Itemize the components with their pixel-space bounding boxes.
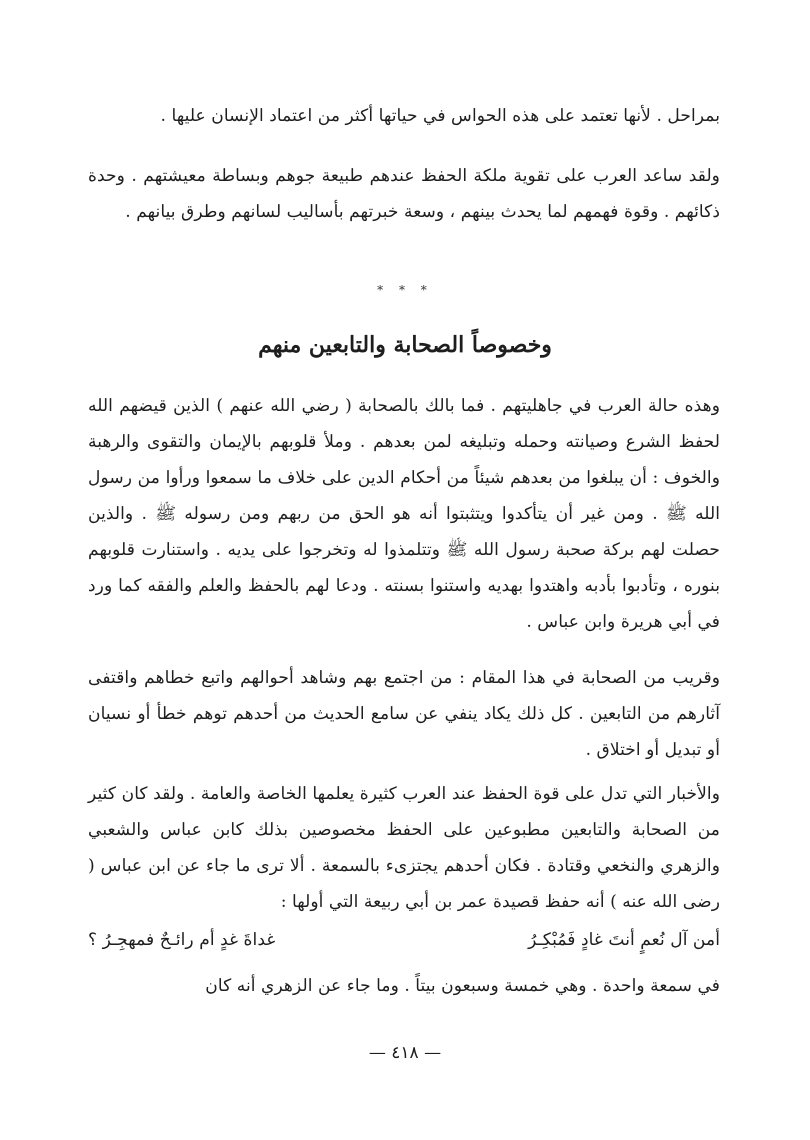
- poem-first-hemistich: أمن آل نُعمٍ أنتَ غادٍ فَمُبْكِـرُ: [528, 930, 720, 950]
- paragraph-companions: وهذه حالة العرب في جاهليتهم . فما بالك بالصحابة ( رضي الله عنهم ) الذين قيضهم الله لحفظ الشرع وصيانته وحمله وتبليغه لمن بعدهم . وملأ قلوبهم بالإيمان والتقوى والرهبة والخوف : أن يبلغوا من بعدهم شيئاً من أحكام الدين على خلاف ما سمعوا ورأوا من رسول الله ﷺ . ومن غير أن يتأكدوا ويتثبتوا أنه هو الحق من ربهم ومن رسوله ﷺ . والذين حصلت لهم بركة صحبة رسول الله ﷺ وتتلمذوا له وتخرجوا على يديه . واستنارت قلوبهم بنوره ، وتأدبوا بأدبه واهتدوا بهديه واستنوا بسنته . ودعا لهم بالحفظ والعلم والفقه كما ورد في أبي هريرة وابن عباس .: [88, 396, 720, 632]
- section-heading: وخصوصاً الصحابة والتابعين منهم: [258, 332, 552, 358]
- poem-verse: [88, 922, 720, 958]
- section-separator: * * *: [377, 283, 433, 297]
- poem-second-hemistich: غداةَ غدٍ أم رائـحٌ فمهجِـرُ ؟: [88, 930, 276, 950]
- paragraph-continuation: بمراحل . لأنها تعتمد على هذه الحواس في حياتها أكثر من اعتماد الإنسان عليها .: [160, 106, 720, 126]
- paragraph-reports: والأخبار التي تدل على قوة الحفظ عند العرب كثيرة يعلمها الخاصة والعامة . ولقد كان كثير من الصحابة والتابعين مطبوعين على الحفظ مخصوصين بذلك كابن عباس والشعبي والزهري والنخعي وقتادة . فكان أحدهم يجتزىء بالسمعة . ألا ترى ما جاء عن ابن عباس ( رضى الله عنه ) أنه حفظ قصيدة عمر بن أبي ربيعة التي أولها :: [88, 784, 720, 912]
- page-number: — ٤١٨ —: [368, 1043, 442, 1063]
- paragraph-final: في سمعة واحدة . وهي خمسة وسبعون بيتاً . وما جاء عن الزهري أنه كان: [205, 976, 720, 996]
- paragraph-arab-memory: ولقد ساعد العرب على تقوية ملكة الحفظ عندهم طبيعة جوهم وبساطة معيشتهم . وحدة ذكائهم . وقوة فهمهم لما يحدث بينهم ، وسعة خبرتهم بأساليب لسانهم وطرق بيانهم .: [88, 166, 720, 222]
- paragraph-successors: وقريب من الصحابة في هذا المقام : من اجتمع بهم وشاهد أحوالهم واتبع خطاهم واقتفى آثارهم من التابعين . كل ذلك يكاد ينفي عن سامع الحديث من أحدهم توهم خطأ أو نسيان أو تبديل أو اختلاق .: [88, 668, 720, 760]
